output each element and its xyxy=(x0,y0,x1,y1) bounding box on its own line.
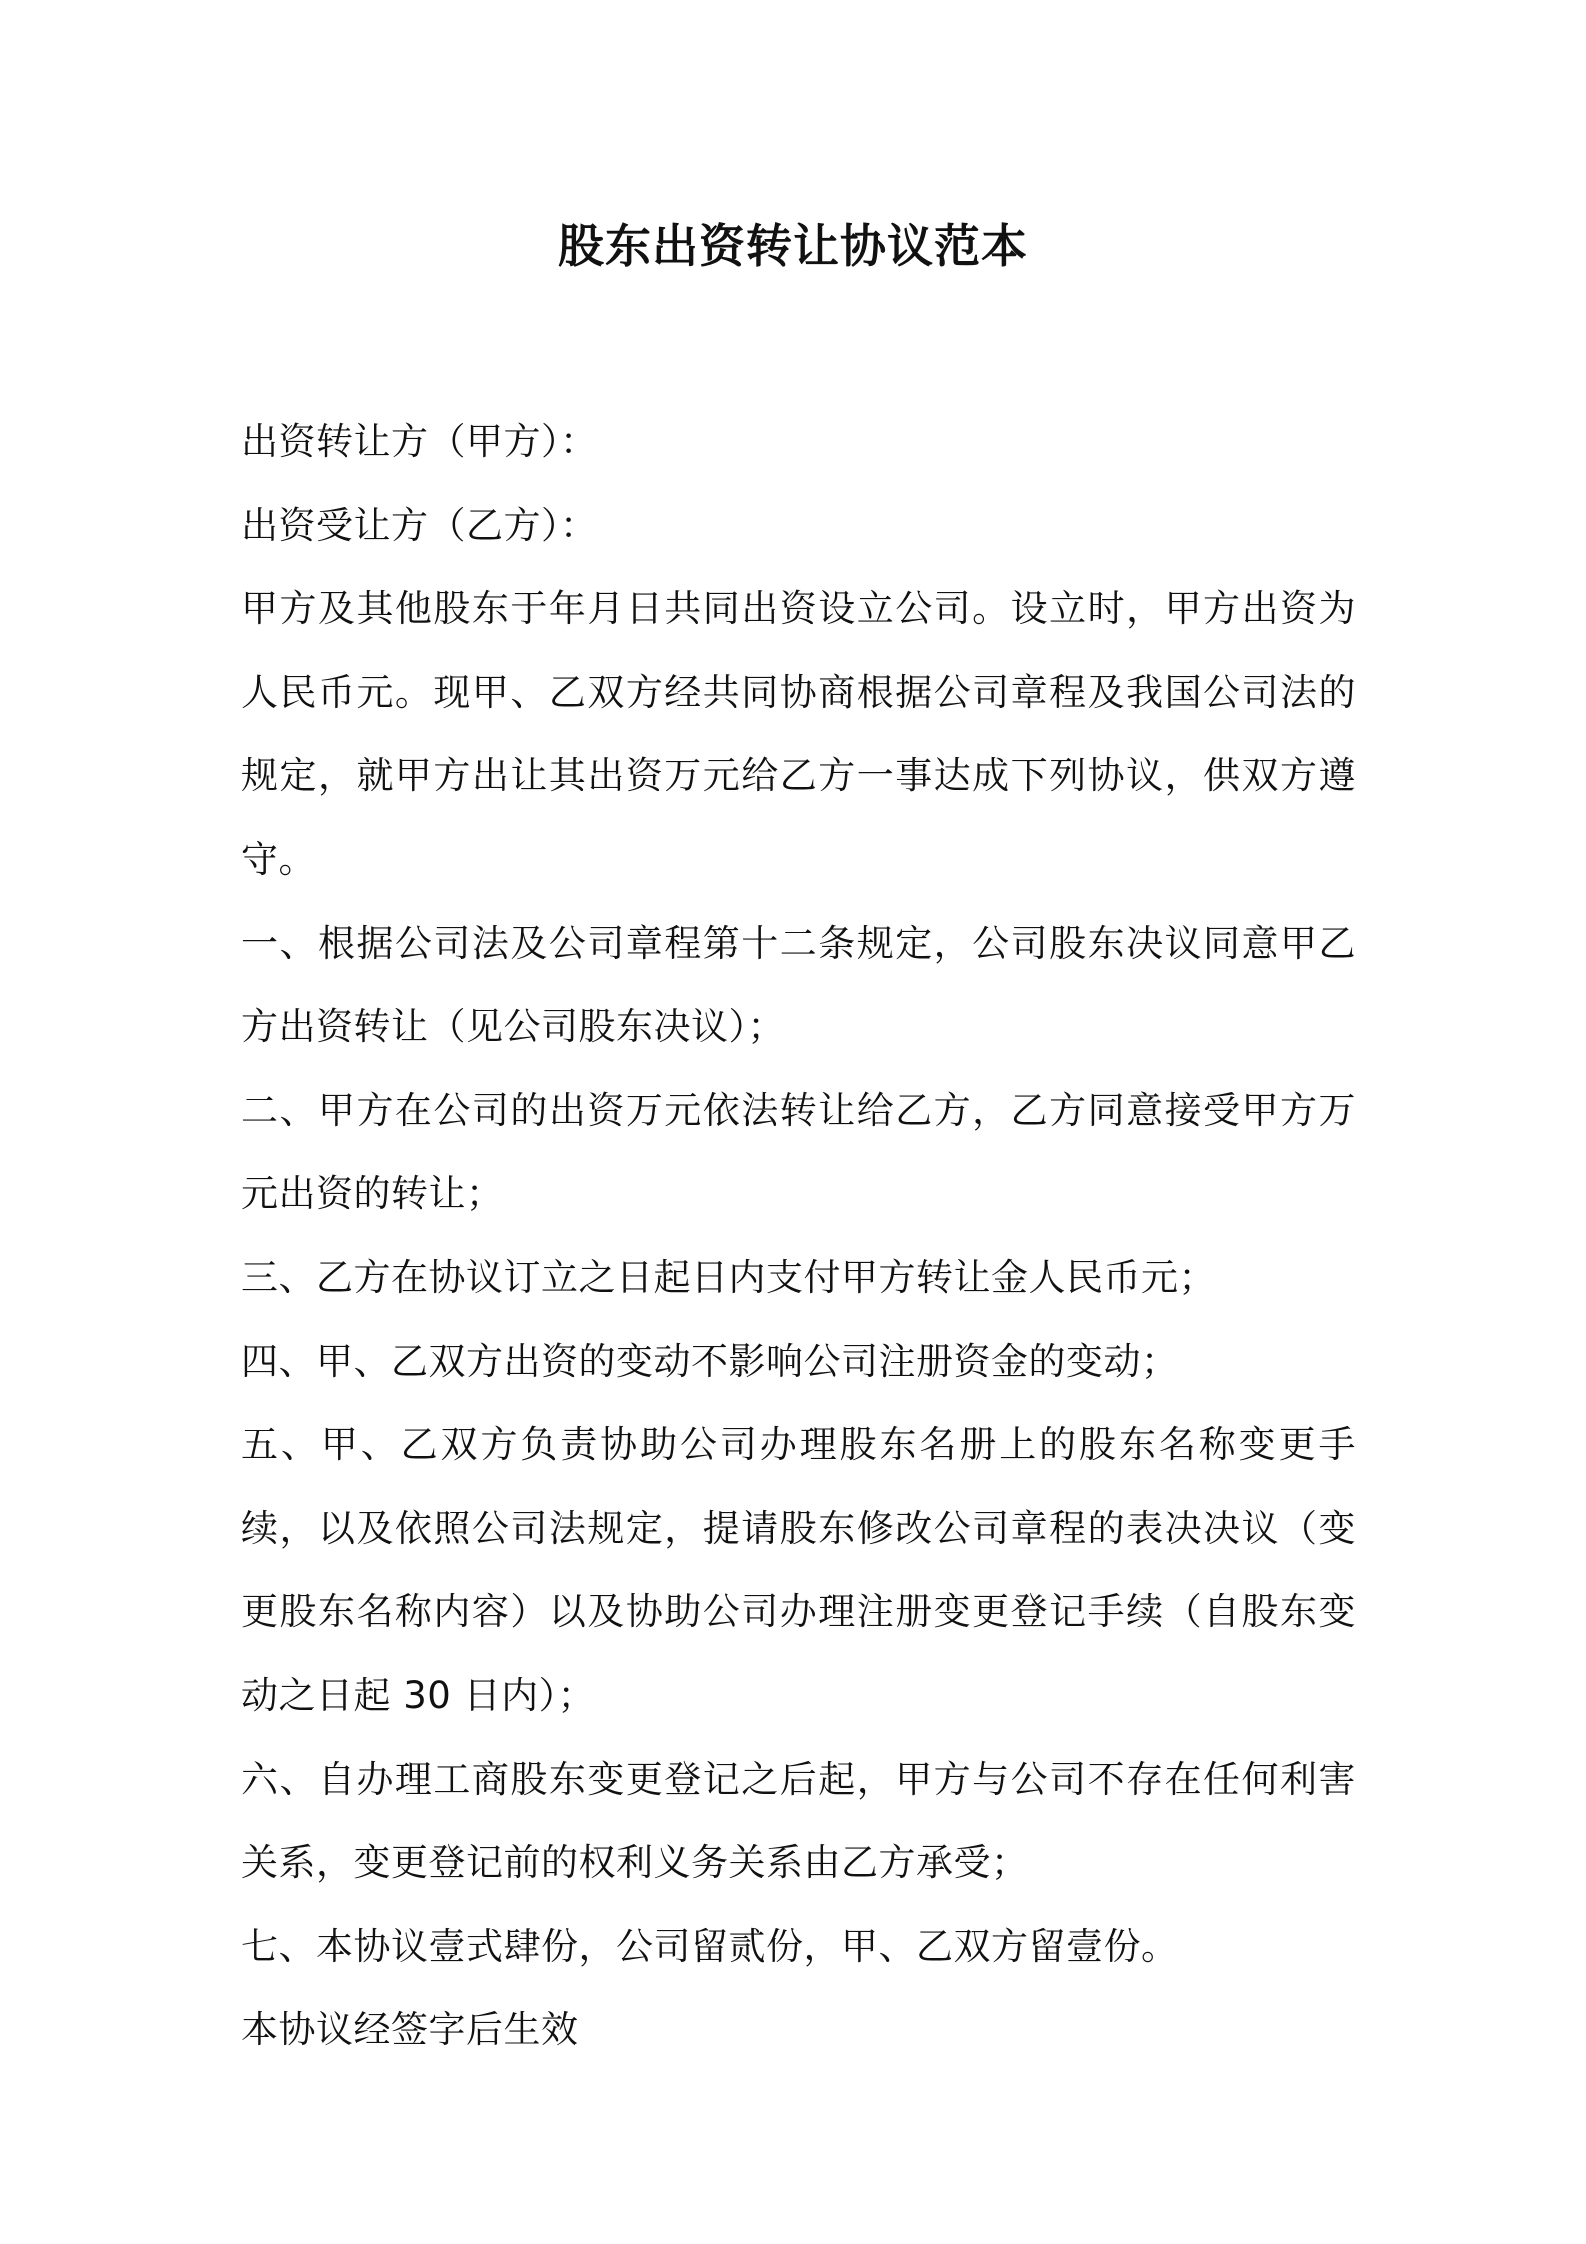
clause-7: 七、本协议壹式肆份，公司留贰份，甲、乙双方留壹份。 xyxy=(241,1924,1179,1968)
transferor-line: 出资转让方（甲方）： xyxy=(241,420,598,463)
transferee-line: 出资受让方（乙方）： xyxy=(241,503,598,547)
document-title: 股东出资转让协议范本 xyxy=(558,219,1028,273)
document-body xyxy=(241,400,1356,2072)
clause-2: 二、甲方在公司的出资万元依法转让给乙方，乙方同意接受甲方万元出资的转让； xyxy=(241,1088,1356,1216)
clause-3: 三、乙方在协议订立之日起日内支付甲方转让金人民币元； xyxy=(241,1255,1216,1299)
preamble-paragraph: 甲方及其他股东于年月日共同出资设立公司。设立时，甲方出资为人民币元。现甲、乙双方经共同协商根据公司章程及我国公司法的规定，就甲方出让其出资万元给乙方一事达成下列协议，供双方遵守。 xyxy=(241,587,1356,881)
clause-1: 一、根据公司法及公司章程第十二条规定，公司股东决议同意甲乙方出资转让（见公司股东决议）； xyxy=(241,921,1356,1049)
clause-5: 五、甲、乙双方负责协助公司办理股东名册上的股东名称变更手续，以及依照公司法规定，提请股东修改公司章程的表决决议（变更股东名称内容）以及协助公司办理注册变更登记手续（自股东变动之日起 30 日内）； xyxy=(241,1423,1356,1717)
clause-6: 六、自办理工商股东变更登记之后起，甲方与公司不存在任何利害关系，变更登记前的权利义务关系由乙方承受； xyxy=(241,1757,1356,1885)
effective-statement: 本协议经签字后生效 xyxy=(241,2008,579,2052)
clause-4: 四、甲、乙双方出资的变动不影响公司注册资金的变动； xyxy=(241,1339,1179,1383)
